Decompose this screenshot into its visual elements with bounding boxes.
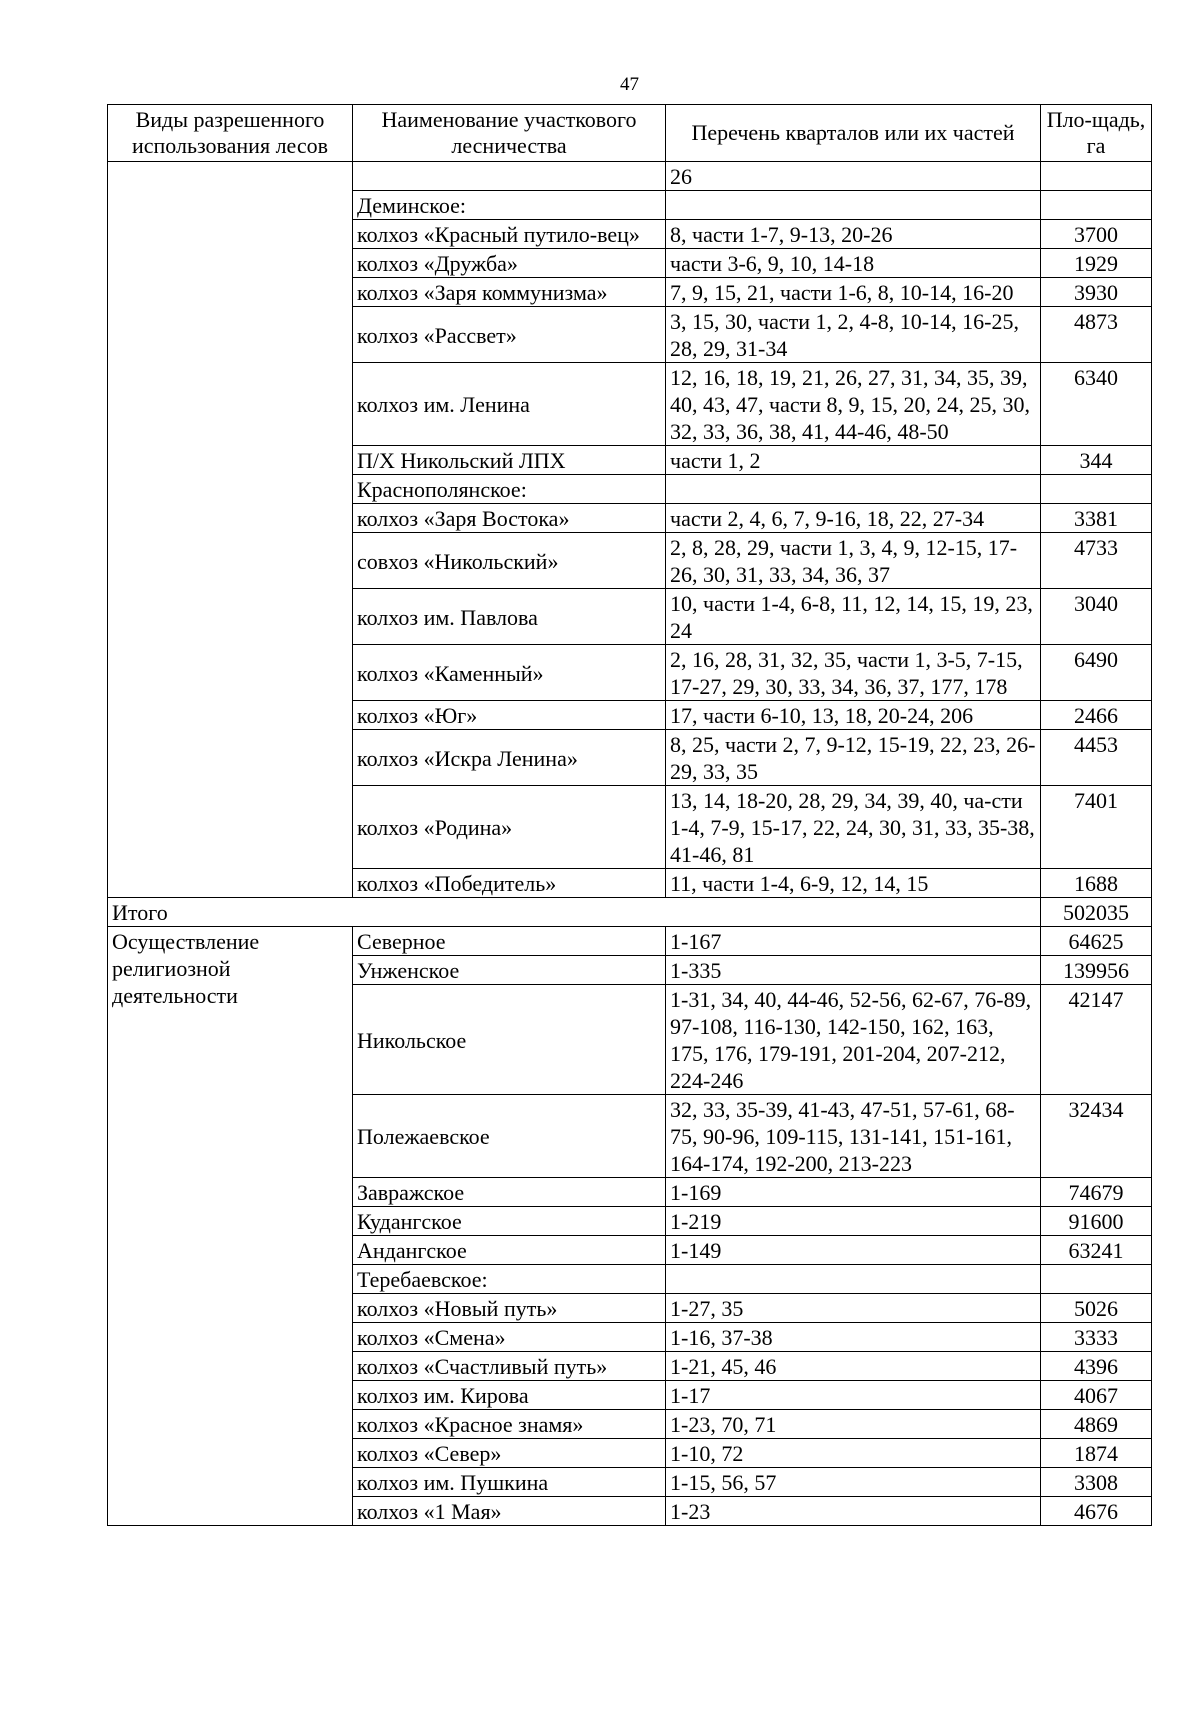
quarters-cell: 1-23 — [666, 1497, 1041, 1526]
use-type-cell: Осуществление религиозной деятельности — [108, 927, 353, 1526]
area-cell: 4733 — [1041, 533, 1152, 589]
quarters-cell: 3, 15, 30, части 1, 2, 4-8, 10-14, 16-25, 28, 29, 31-34 — [666, 307, 1041, 363]
forestry-name-cell: Кудангское — [353, 1207, 666, 1236]
forestry-name-cell: колхоз «Заря Востока» — [353, 504, 666, 533]
forestry-name-cell: колхоз «Новый путь» — [353, 1294, 666, 1323]
forestry-name-cell: колхоз «Заря коммунизма» — [353, 278, 666, 307]
forestry-name-cell: колхоз «Красное знамя» — [353, 1410, 666, 1439]
area-cell: 344 — [1041, 446, 1152, 475]
area-cell: 3700 — [1041, 220, 1152, 249]
quarters-cell — [666, 475, 1041, 504]
table-header-row — [108, 105, 1152, 162]
quarters-cell: 17, части 6-10, 13, 18, 20-24, 206 — [666, 701, 1041, 730]
area-cell: 4869 — [1041, 1410, 1152, 1439]
area-cell: 4067 — [1041, 1381, 1152, 1410]
area-cell: 2466 — [1041, 701, 1152, 730]
area-cell: 64625 — [1041, 927, 1152, 956]
area-cell: 4873 — [1041, 307, 1152, 363]
quarters-cell: 1-335 — [666, 956, 1041, 985]
quarters-cell: 7, 9, 15, 21, части 1-6, 8, 10-14, 16-20 — [666, 278, 1041, 307]
quarters-cell: 1-23, 70, 71 — [666, 1410, 1041, 1439]
quarters-cell: 12, 16, 18, 19, 21, 26, 27, 31, 34, 35, 39, 40, 43, 47, части 8, 9, 15, 20, 24, 25, 30, 32, 33, 36, 38, 41, 44-46, 48-50 — [666, 363, 1041, 446]
forestry-name-cell: колхоз «Юг» — [353, 701, 666, 730]
quarters-cell: 11, части 1-4, 6-9, 12, 14, 15 — [666, 869, 1041, 898]
quarters-cell: 8, 25, части 2, 7, 9-12, 15-19, 22, 23, 26-29, 33, 35 — [666, 730, 1041, 786]
quarters-cell: 1-167 — [666, 927, 1041, 956]
use-type-cell — [108, 162, 353, 898]
quarters-cell: 8, части 1-7, 9-13, 20-26 — [666, 220, 1041, 249]
forestry-name-cell: колхоз «Искра Ленина» — [353, 730, 666, 786]
header-use-type: Виды разрешенного использования лесов — [108, 105, 353, 162]
area-cell — [1041, 162, 1152, 191]
forest-use-table — [107, 104, 1152, 1526]
area-cell: 74679 — [1041, 1178, 1152, 1207]
table-body — [108, 162, 1152, 1526]
quarters-cell: 10, части 1-4, 6-8, 11, 12, 14, 15, 19, 23, 24 — [666, 589, 1041, 645]
area-cell: 6490 — [1041, 645, 1152, 701]
area-cell — [1041, 191, 1152, 220]
quarters-cell: части 3-6, 9, 10, 14-18 — [666, 249, 1041, 278]
forestry-name-cell: колхоз им. Павлова — [353, 589, 666, 645]
quarters-cell: 26 — [666, 162, 1041, 191]
area-cell: 3333 — [1041, 1323, 1152, 1352]
forestry-name-cell: колхоз «Победитель» — [353, 869, 666, 898]
forestry-name-cell: колхоз «Север» — [353, 1439, 666, 1468]
forestry-name-cell: Никольское — [353, 985, 666, 1095]
area-cell: 6340 — [1041, 363, 1152, 446]
area-cell: 1929 — [1041, 249, 1152, 278]
area-cell: 1874 — [1041, 1439, 1152, 1468]
forestry-name-cell: колхоз «1 Мая» — [353, 1497, 666, 1526]
total-area: 502035 — [1041, 898, 1152, 927]
forestry-name-cell: колхоз им. Ленина — [353, 363, 666, 446]
quarters-cell: 13, 14, 18-20, 28, 29, 34, 39, 40, ча-сти 1-4, 7-9, 15-17, 22, 24, 30, 31, 33, 35-38, 41-46, 81 — [666, 786, 1041, 869]
quarters-cell: 32, 33, 35-39, 41-43, 47-51, 57-61, 68-75, 90-96, 109-115, 131-141, 151-161, 164-174, 192-200, 213-223 — [666, 1095, 1041, 1178]
area-cell: 91600 — [1041, 1207, 1152, 1236]
forestry-name-cell: колхоз «Рассвет» — [353, 307, 666, 363]
quarters-cell: 1-16, 37-38 — [666, 1323, 1041, 1352]
area-cell: 5026 — [1041, 1294, 1152, 1323]
quarters-cell: 1-149 — [666, 1236, 1041, 1265]
total-label: Итого — [108, 898, 353, 927]
quarters-cell — [666, 191, 1041, 220]
quarters-cell: 1-169 — [666, 1178, 1041, 1207]
forestry-name-cell: Деминское: — [353, 191, 666, 220]
forestry-name-cell: колхоз «Дружба» — [353, 249, 666, 278]
quarters-cell: части 1, 2 — [666, 446, 1041, 475]
forestry-name-cell: колхоз им. Кирова — [353, 1381, 666, 1410]
area-cell: 4453 — [1041, 730, 1152, 786]
quarters-cell: 1-21, 45, 46 — [666, 1352, 1041, 1381]
forestry-name-cell: колхоз «Смена» — [353, 1323, 666, 1352]
forestry-name-cell: совхоз «Никольский» — [353, 533, 666, 589]
quarters-cell: 2, 16, 28, 31, 32, 35, части 1, 3-5, 7-15, 17-27, 29, 30, 33, 34, 36, 37, 177, 178 — [666, 645, 1041, 701]
forestry-name-cell — [353, 162, 666, 191]
total-row — [108, 898, 1152, 927]
forestry-name-cell: Полежаевское — [353, 1095, 666, 1178]
header-area: Пло-щадь, га — [1041, 105, 1152, 162]
forestry-name-cell: колхоз «Счастливый путь» — [353, 1352, 666, 1381]
forestry-name-cell: Андангское — [353, 1236, 666, 1265]
header-forestry-name: Наименование участкового лесничества — [353, 105, 666, 162]
quarters-cell: 1-10, 72 — [666, 1439, 1041, 1468]
area-cell: 3308 — [1041, 1468, 1152, 1497]
quarters-cell: 1-219 — [666, 1207, 1041, 1236]
forestry-name-cell: колхоз им. Пушкина — [353, 1468, 666, 1497]
quarters-cell: 1-27, 35 — [666, 1294, 1041, 1323]
area-cell: 42147 — [1041, 985, 1152, 1095]
area-cell: 63241 — [1041, 1236, 1152, 1265]
quarters-cell: 1-15, 56, 57 — [666, 1468, 1041, 1497]
area-cell: 139956 — [1041, 956, 1152, 985]
area-cell: 3040 — [1041, 589, 1152, 645]
forestry-name-cell: Завражское — [353, 1178, 666, 1207]
header-quarters-list: Перечень кварталов или их частей — [666, 105, 1041, 162]
table-row — [108, 927, 1152, 956]
forestry-name-cell: П/Х Никольский ЛПХ — [353, 446, 666, 475]
page-number: 47 — [620, 74, 639, 95]
quarters-cell: 1-31, 34, 40, 44-46, 52-56, 62-67, 76-89, 97-108, 116-130, 142-150, 162, 163, 175, 176, 179-191, 201-204, 207-212, 224-246 — [666, 985, 1041, 1095]
quarters-cell: 2, 8, 28, 29, части 1, 3, 4, 9, 12-15, 17-26, 30, 31, 33, 34, 36, 37 — [666, 533, 1041, 589]
forestry-name-cell: Унженское — [353, 956, 666, 985]
area-cell: 1688 — [1041, 869, 1152, 898]
forestry-name-cell: Северное — [353, 927, 666, 956]
quarters-cell — [666, 1265, 1041, 1294]
forestry-name-cell: Краснополянское: — [353, 475, 666, 504]
area-cell: 3930 — [1041, 278, 1152, 307]
total-gap-cell — [353, 898, 1041, 927]
forestry-name-cell: колхоз «Родина» — [353, 786, 666, 869]
quarters-cell: части 2, 4, 6, 7, 9-16, 18, 22, 27-34 — [666, 504, 1041, 533]
area-cell: 32434 — [1041, 1095, 1152, 1178]
forestry-name-cell: колхоз «Красный путило-вец» — [353, 220, 666, 249]
forestry-name-cell: колхоз «Каменный» — [353, 645, 666, 701]
area-cell: 7401 — [1041, 786, 1152, 869]
area-cell: 4396 — [1041, 1352, 1152, 1381]
forestry-name-cell: Теребаевское: — [353, 1265, 666, 1294]
area-cell: 3381 — [1041, 504, 1152, 533]
area-cell — [1041, 1265, 1152, 1294]
table-row — [108, 162, 1152, 191]
area-cell — [1041, 475, 1152, 504]
quarters-cell: 1-17 — [666, 1381, 1041, 1410]
area-cell: 4676 — [1041, 1497, 1152, 1526]
